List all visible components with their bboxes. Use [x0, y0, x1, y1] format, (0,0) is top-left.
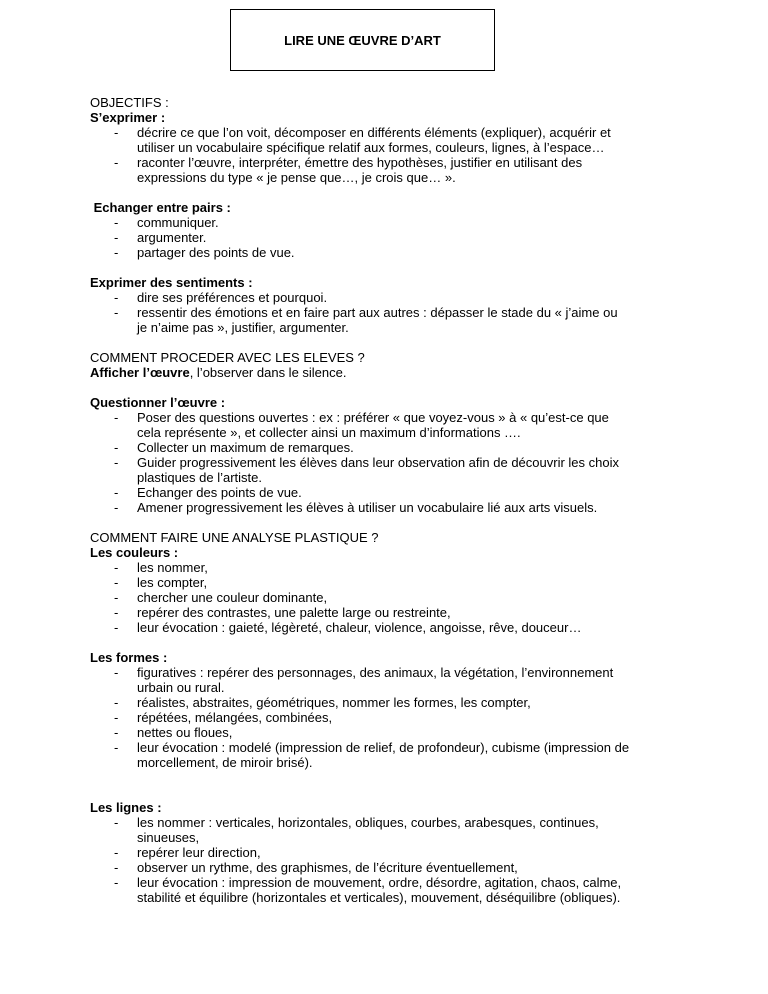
bullet-dash: - [114, 245, 119, 260]
afficher-rest: , l’observer dans le silence. [189, 365, 347, 380]
list-item-text: raconter l’œuvre, interpréter, émettre des hypothèses, justifier en utilisant des [137, 155, 583, 170]
list-item-text: nettes ou floues, [137, 725, 233, 740]
bullet-dash: - [114, 860, 119, 875]
list-item [90, 215, 690, 230]
afficher-line [90, 365, 690, 380]
list-item [90, 665, 690, 695]
formes-heading: Les formes : [90, 650, 168, 665]
list-item-text: cela représente », et collecter ainsi un maximum d’informations …. [137, 425, 521, 440]
sentiments-heading: Exprimer des sentiments : [90, 275, 253, 290]
list-item-text: leur évocation : modelé (impression de relief, de profondeur), cubisme (impression de [137, 740, 630, 755]
bullet-dash: - [114, 455, 119, 470]
lignes-heading: Les lignes : [90, 800, 162, 815]
bullet-dash: - [114, 815, 119, 830]
list-item-text: observer un rythme, des graphismes, de l’écriture éventuellement, [137, 860, 518, 875]
list-item [90, 485, 690, 500]
bullet-dash: - [114, 290, 119, 305]
list-item-text: réalistes, abstraites, géométriques, nommer les formes, les compter, [137, 695, 531, 710]
bullet-dash: - [114, 875, 119, 890]
list-item [90, 605, 690, 620]
list-item [90, 230, 690, 245]
echanger-list [90, 215, 690, 260]
title-box [230, 9, 495, 71]
analyse-heading: COMMENT FAIRE UNE ANALYSE PLASTIQUE ? [90, 530, 379, 545]
list-item-text: repérer leur direction, [137, 845, 261, 860]
list-item [90, 125, 690, 155]
list-item-text: Poser des questions ouvertes : ex : préférer « que voyez-vous » à « qu’est-ce que [137, 410, 609, 425]
list-item-text: utiliser un vocabulaire spécifique relatif aux formes, couleurs, lignes, à l’espace… [137, 140, 605, 155]
bullet-dash: - [114, 215, 119, 230]
bullet-dash: - [114, 605, 119, 620]
bullet-dash: - [114, 305, 119, 320]
list-item-text: dire ses préférences et pourquoi. [137, 290, 328, 305]
bullet-dash: - [114, 665, 119, 680]
list-item [90, 740, 690, 770]
list-item [90, 500, 690, 515]
bullet-dash: - [114, 125, 119, 140]
page-title: LIRE UNE ŒUVRE D’ART [284, 32, 441, 48]
list-item-text: urbain ou rural. [137, 680, 225, 695]
bullet-dash: - [114, 155, 119, 170]
bullet-dash: - [114, 230, 119, 245]
list-item-text: morcellement, de miroir brisé). [137, 755, 313, 770]
list-item [90, 815, 690, 845]
list-item [90, 875, 690, 905]
questionner-list [90, 410, 690, 515]
couleurs-list [90, 560, 690, 635]
lignes-list [90, 815, 690, 905]
bullet-dash: - [114, 620, 119, 635]
list-item-text: expressions du type « je pense que…, je crois que… ». [137, 170, 456, 185]
list-item-text: chercher une couleur dominante, [137, 590, 328, 605]
list-item-text: leur évocation : impression de mouvement, ordre, désordre, agitation, chaos, calme, [137, 875, 622, 890]
list-item-text: leur évocation : gaieté, légèreté, chaleur, violence, angoisse, rêve, douceur… [137, 620, 582, 635]
bullet-dash: - [114, 590, 119, 605]
formes-list [90, 665, 690, 770]
s-exprimer-list [90, 125, 690, 185]
list-item [90, 440, 690, 455]
list-item [90, 455, 690, 485]
bullet-dash: - [114, 485, 119, 500]
list-item [90, 560, 690, 575]
bullet-dash: - [114, 695, 119, 710]
objectifs-heading: OBJECTIFS : [90, 95, 169, 110]
list-item [90, 575, 690, 590]
bullet-dash: - [114, 725, 119, 740]
list-item [90, 695, 690, 710]
list-item-text: je n’aime pas », justifier, argumenter. [137, 320, 349, 335]
bullet-dash: - [114, 845, 119, 860]
list-item [90, 860, 690, 875]
list-item [90, 410, 690, 440]
list-item-text: répétées, mélangées, combinées, [137, 710, 333, 725]
list-item [90, 590, 690, 605]
list-item [90, 290, 690, 305]
list-item-text: communiquer. [137, 215, 219, 230]
document-body [90, 95, 690, 905]
list-item-text: les nommer, [137, 560, 208, 575]
list-item-text: plastiques de l’artiste. [137, 470, 263, 485]
afficher-bold: Afficher l’œuvre [90, 365, 190, 380]
bullet-dash: - [114, 410, 119, 425]
list-item-text: les nommer : verticales, horizontales, obliques, courbes, arabesques, continues, [137, 815, 599, 830]
bullet-dash: - [114, 575, 119, 590]
list-item [90, 620, 690, 635]
couleurs-heading: Les couleurs : [90, 545, 179, 560]
list-item [90, 155, 690, 185]
echanger-heading: Echanger entre pairs : [90, 200, 231, 215]
list-item-text: Amener progressivement les élèves à utiliser un vocabulaire lié aux arts visuels. [137, 500, 598, 515]
list-item-text: sinueuses, [137, 830, 200, 845]
list-item-text: Collecter un maximum de remarques. [137, 440, 354, 455]
list-item-text: décrire ce que l’on voit, décomposer en différents éléments (expliquer), acquérir et [137, 125, 611, 140]
list-item [90, 245, 690, 260]
list-item-text: repérer des contrastes, une palette large ou restreinte, [137, 605, 451, 620]
list-item [90, 725, 690, 740]
list-item-text: ressentir des émotions et en faire part aux autres : dépasser le stade du « j’aime ou [137, 305, 618, 320]
list-item-text: Guider progressivement les élèves dans leur observation afin de découvrir les choix [137, 455, 619, 470]
list-item [90, 845, 690, 860]
list-item-text: stabilité et équilibre (horizontales et verticales), mouvement, déséquilibre (obliques). [137, 890, 621, 905]
list-item-text: Echanger des points de vue. [137, 485, 302, 500]
bullet-dash: - [114, 440, 119, 455]
bullet-dash: - [114, 500, 119, 515]
bullet-dash: - [114, 710, 119, 725]
list-item [90, 710, 690, 725]
s-exprimer-heading: S’exprimer : [90, 110, 166, 125]
list-item [90, 305, 690, 335]
list-item-text: figuratives : repérer des personnages, des animaux, la végétation, l’environnement [137, 665, 614, 680]
list-item-text: argumenter. [137, 230, 207, 245]
list-item-text: partager des points de vue. [137, 245, 295, 260]
questionner-heading: Questionner l’œuvre : [90, 395, 226, 410]
comment-proceder-heading: COMMENT PROCEDER AVEC LES ELEVES ? [90, 350, 365, 365]
list-item-text: les compter, [137, 575, 208, 590]
sentiments-list [90, 290, 690, 335]
bullet-dash: - [114, 740, 119, 755]
bullet-dash: - [114, 560, 119, 575]
